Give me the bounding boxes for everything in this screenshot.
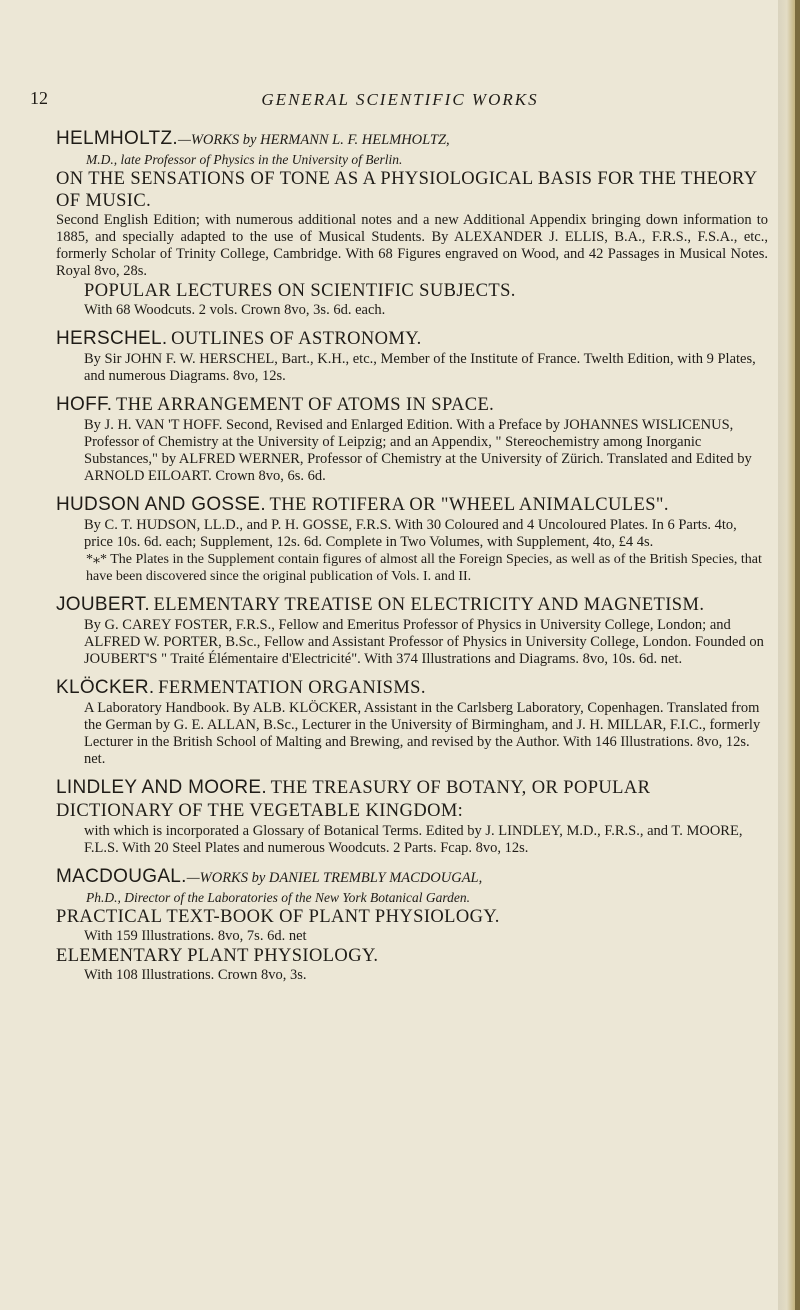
entry-author-role: Ph.D., Director of the Laboratories of the New York Botanical Garden. bbox=[86, 890, 470, 905]
entry-title: FERMENTATION ORGANISMS. bbox=[158, 678, 426, 698]
entry-title: THE TREASURY OF BOTANY, OR POPULAR DICTIONARY OF THE VEGETABLE KINGDOM: bbox=[56, 778, 651, 821]
entry-macdougal bbox=[56, 866, 768, 984]
entry-description: By C. T. HUDSON, LL.D., and P. H. GOSSE, F.R.S. With 30 Coloured and 4 Uncoloured Plates. In 6 Parts. 4to, price 10s. 6d. each; Supplement, 12s. 6d. Complete in Two Volumes, with Supplement, 4to, £4 4s. bbox=[84, 517, 737, 550]
entry-joubert bbox=[56, 594, 768, 668]
entry-heading: HERSCHEL. bbox=[56, 328, 168, 349]
entry-author-role: M.D., late Professor of Physics in the University of Berlin. bbox=[86, 152, 403, 167]
entry-heading: MACDOUGAL. bbox=[56, 866, 187, 887]
entry-lindley-moore bbox=[56, 777, 768, 857]
entry-title-2: POPULAR LECTURES ON SCIENTIFIC SUBJECTS. bbox=[84, 281, 516, 301]
entry-description-2: With 68 Woodcuts. 2 vols. Crown 8vo, 3s. 6d. each. bbox=[84, 302, 386, 318]
entry-description: By J. H. VAN 'T HOFF. Second, Revised and Enlarged Edition. With a Preface by JOHANNES WISLICENUS, Professor of Chemistry at the University of Leipzig; and an Appendix, " Stereochemistry among Inorganic Substances," by ALFRED WERNER, Professor of Chemistry at the University of Zürich. Translated and Edited by ARNOLD EILOART. Crown 8vo, 6s. 6d. bbox=[84, 417, 752, 484]
entry-heading: HUDSON AND GOSSE. bbox=[56, 494, 266, 515]
entry-hoff bbox=[56, 394, 768, 485]
entry-herschel bbox=[56, 328, 768, 385]
entry-description: with which is incorporated a Glossary of Botanical Terms. Edited by J. LINDLEY, M.D., F.R.S., and T. MOORE, F.L.S. With 20 Steel Plates and numerous Woodcuts. 2 Parts. Fcap. 8vo, 12s. bbox=[84, 823, 743, 856]
entry-description: A Laboratory Handbook. By ALB. KLÖCKER, Assistant in the Carlsberg Laboratory, Copenhagen. Translated from the German by G. E. ALLAN, B.Sc., Lecturer in the University of Birmingham, and J. H. MILLAR, F.I.C., formerly Lecturer in the British School of Malting and Brewing, and revised by the Author. With 146 Illustrations. 8vo, 12s. net. bbox=[84, 700, 761, 767]
running-title: GENERAL SCIENTIFIC WORKS bbox=[261, 90, 539, 109]
entry-series: —WORKS by HERMANN L. F. HELMHOLTZ, bbox=[177, 132, 450, 148]
entry-klocker bbox=[56, 677, 768, 768]
entry-title: ON THE SENSATIONS OF TONE AS A PHYSIOLOGICAL BASIS FOR THE THEORY OF MUSIC. bbox=[56, 169, 757, 211]
entry-title: ELEMENTARY TREATISE ON ELECTRICITY AND MAGNETISM. bbox=[153, 595, 705, 615]
entry-title: OUTLINES OF ASTRONOMY. bbox=[171, 329, 422, 349]
entry-heading: HOFF. bbox=[56, 394, 113, 415]
entry-helmholtz bbox=[56, 128, 768, 319]
entry-description: By G. CAREY FOSTER, F.R.S., Fellow and Emeritus Professor of Physics in University College, London; and ALFRED W. PORTER, B.Sc., Fellow and Assistant Professor of Physics in University College, London. Founded on JOUBERT'S " Traité Élémentaire d'Electricité". With 374 Illustrations and Diagrams. 8vo, 10s. 6d. net. bbox=[84, 617, 764, 667]
catalogue-entries bbox=[56, 128, 768, 993]
entry-series: —WORKS by DANIEL TREMBLY MACDOUGAL, bbox=[186, 870, 483, 886]
entry-description: By Sir JOHN F. W. HERSCHEL, Bart., K.H., etc., Member of the Institute of France. Twelth Edition, with 9 Plates, and numerous Diagrams. 8vo, 12s. bbox=[84, 351, 756, 384]
page-number: 12 bbox=[30, 88, 48, 108]
entry-heading: LINDLEY AND MOORE. bbox=[56, 777, 267, 798]
page-header bbox=[30, 88, 770, 114]
entry-title-2: ELEMENTARY PLANT PHYSIOLOGY. bbox=[56, 946, 379, 966]
entry-description-2: With 108 Illustrations. Crown 8vo, 3s. bbox=[84, 967, 307, 983]
page-edge bbox=[778, 0, 800, 1310]
entry-title: PRACTICAL TEXT-BOOK OF PLANT PHYSIOLOGY. bbox=[56, 907, 500, 927]
entry-hudson-gosse bbox=[56, 494, 768, 585]
entry-description: With 159 Illustrations. 8vo, 7s. 6d. net bbox=[84, 928, 307, 944]
entry-note: *⁎* The Plates in the Supplement contain figures of almost all the Foreign Species, as well as of the British Species, that have been discovered since the original publication of Vols. I. and II. bbox=[86, 552, 762, 584]
entry-heading: JOUBERT. bbox=[56, 594, 150, 615]
entry-description: Second English Edition; with numerous additional notes and a new Additional Appendix bringing down information to 1885, and specially adapted to the use of Musical Students. By ALEXANDER J. ELLIS, B.A., F.R.S., F.S.A., etc., formerly Scholar of Trinity College, Cambridge. With 68 Figures engraved on Wood, and 42 Passages in Musical Notes. Royal 8vo, 28s. bbox=[56, 212, 768, 279]
entry-title: THE ARRANGEMENT OF ATOMS IN SPACE. bbox=[116, 395, 495, 415]
entry-heading: KLÖCKER. bbox=[56, 677, 155, 698]
entry-title: THE ROTIFERA OR "WHEEL ANIMALCULES". bbox=[269, 495, 669, 515]
entry-heading: HELMHOLTZ. bbox=[56, 128, 178, 149]
